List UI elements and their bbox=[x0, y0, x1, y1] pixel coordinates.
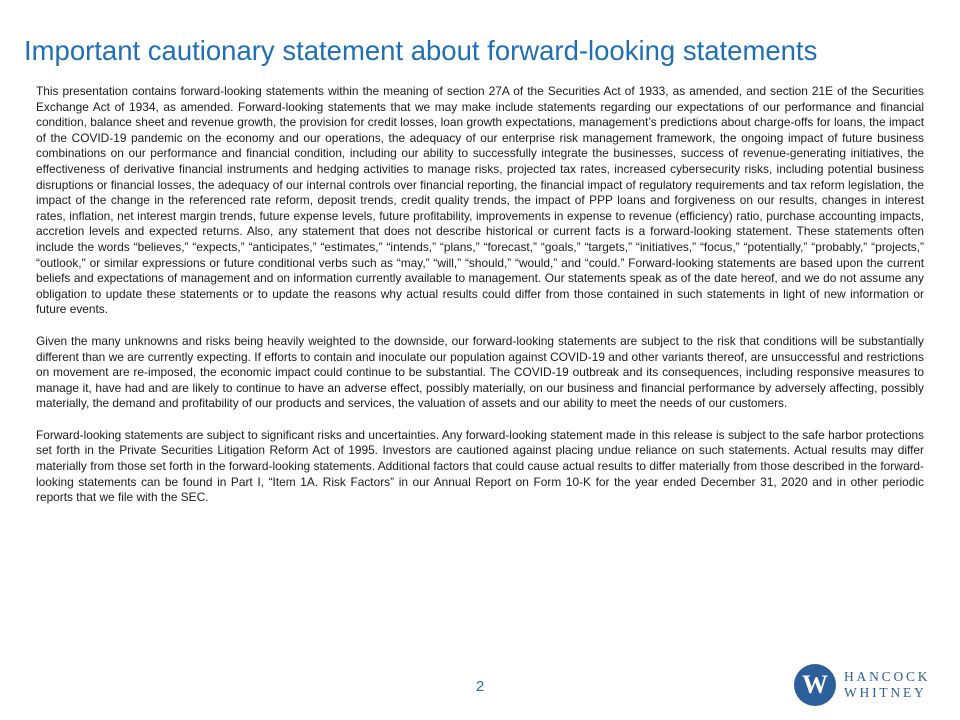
logo-line-whitney: WHITNEY bbox=[844, 685, 927, 700]
paragraph-forward-looking: This presentation contains forward-looking statements within the meaning of section 27A of the Securities Act of 1933, as amended, and section 21E of the Securities Exchange Act of 1934, as amended. Forward-looking statements that we may make include statements regarding our expectations of our performance and financial condition, balance sheet and revenue growth, the provision for credit losses, loan growth expectations, management’s predictions about charge-offs for loans, the impact of the COVID-19 pandemic on the economy and our operations, the adequacy of our enterprise risk management framework, the ongoing impact of future business combinations on our performance and financial condition, including our ability to successfully integrate the businesses, success of revenue-generating initiatives, the effectiveness of derivative financial instruments and hedging activities to manage risks, projected tax rates, increased cybersecurity risks, including potential business disruptions or financial losses, the adequacy of our internal controls over financial reporting, the financial impact of regulatory requirements and tax reform legislation, the impact of the change in the referenced rate reform, deposit trends, credit quality trends, the impact of PPP loans and forgiveness on our results, changes in interest rates, inflation, net interest margin trends, future expense levels, future profitability, improvements in expense to revenue (efficiency) ratio, purchase accounting impacts, accretion levels and expected returns. Also, any statement that does not describe historical or current facts is a forward-looking statement. These statements often include the words “believes,” “expects,” “anticipates,” “estimates,” “intends,” “plans,” “forecast,” “goals,” “targets,” “initiatives,” “focus,” “potentially,” “probably,” “projects,” “outlook," or similar expressions or future conditional verbs such as “may,” “will,” “should,” “would,” and “could.” Forward-looking statements are based upon the current beliefs and expectations of management and on information currently available to management. Our statements speak as of the date hereof, and we do not assume any obligation to update these statements or to update the reasons why actual results could differ from those contained in such statements in light of new information or future events. bbox=[36, 84, 924, 317]
hancock-whitney-logo bbox=[794, 664, 944, 708]
slide-title: Important cautionary statement about forward-looking statements bbox=[24, 35, 818, 66]
logo-mark-icon: W bbox=[794, 664, 836, 706]
logo-wordmark bbox=[844, 669, 930, 701]
paragraph-covid-risks: Given the many unknowns and risks being heavily weighted to the downside, our forward-looking statements are subject to the risk that conditions will be substantially different than we are currently expecting. If efforts to contain and inoculate our population against COVID-19 and other variants thereof, are unsuccessful and restrictions on movement are re-imposed, the economic impact could continue to be substantial. The COVID-19 outbreak and its consequences, including responsive measures to manage it, have had and are likely to continue to have an adverse effect, possibly materially, on our business and financial performance by adversely affecting, possibly materially, the demand and profitability of our products and services, the valuation of assets and our ability to meet the needs of our customers. bbox=[36, 333, 924, 411]
page-number: 2 bbox=[475, 678, 485, 695]
disclaimer-body bbox=[36, 84, 924, 522]
paragraph-safe-harbor: Forward-looking statements are subject to significant risks and uncertainties. Any forward-looking statement made in this release is subject to the safe harbor protections set forth in the Private Securities Litigation Reform Act of 1995. Investors are cautioned against placing undue reliance on such statements. Actual results may differ materially from those set forth in the forward-looking statements. Additional factors that could cause actual results to differ materially from those described in the forward-looking statements can be found in Part I, “Item 1A. Risk Factors” in our Annual Report on Form 10-K for the year ended December 31, 2020 and in other periodic reports that we file with the SEC. bbox=[36, 427, 924, 505]
logo-line-hancock: HANCOCK bbox=[844, 669, 931, 684]
